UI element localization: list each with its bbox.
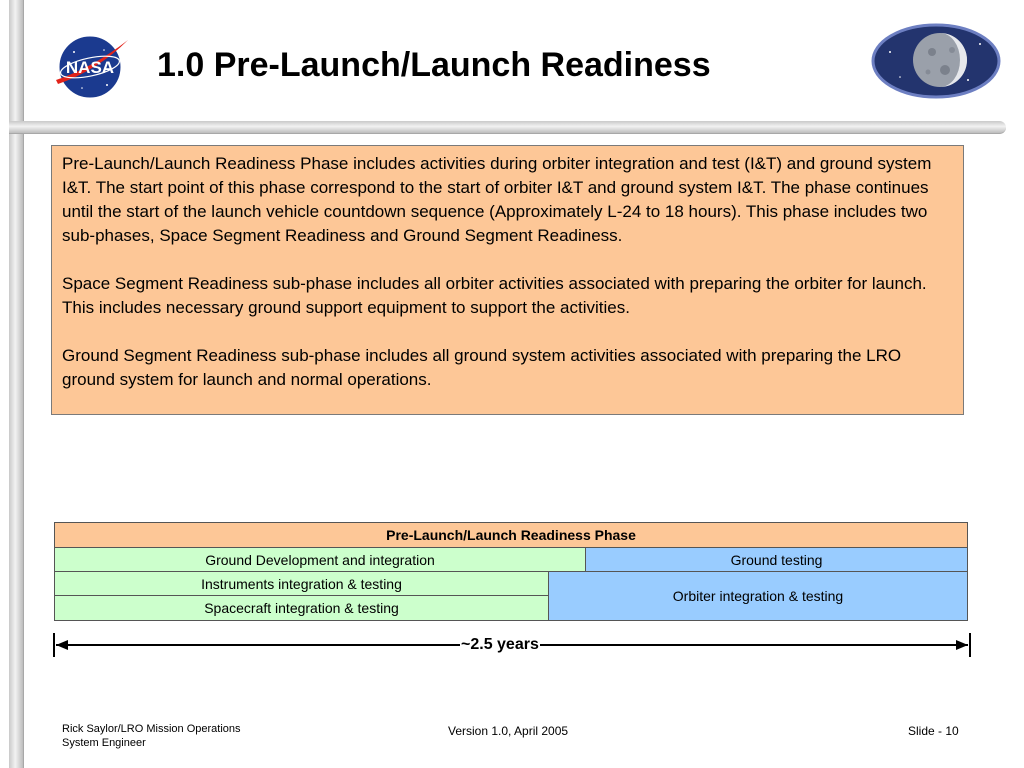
duration-label: ~2.5 years [461, 636, 539, 653]
ground-development-cell: Ground Development and integration [54, 547, 586, 572]
phase-description-box [51, 145, 964, 415]
nasa-logo [52, 30, 130, 102]
nasa-logo-text: NASA [65, 58, 115, 77]
phase-table-header: Pre-Launch/Launch Readiness Phase [54, 522, 968, 548]
footer-author-line: Rick Saylor/LRO Mission Operations [62, 723, 241, 735]
description-paragraph: Ground Segment Readiness sub-phase includes all ground system activities associated with preparing the LRO ground system for launch and normal operations. [62, 346, 902, 389]
footer-author [62, 722, 241, 750]
page-title: 1.0 Pre-Launch/Launch Readiness [157, 46, 711, 84]
footer-version: Version 1.0, April 2005 [448, 724, 569, 738]
ground-testing-cell: Ground testing [585, 547, 968, 572]
left-frame-bar [9, 0, 24, 768]
orbiter-integration-cell: Orbiter integration & testing [548, 571, 968, 621]
instruments-integration-cell: Instruments integration & testing [54, 571, 549, 596]
description-paragraph: Pre-Launch/Launch Readiness Phase includes activities during orbiter integration and test (I&T) and ground system I&T. The start point of this phase correspond to the start of orbiter I&T and ground system I&T. The phase continues until the start of the launch vehicle countdown sequence (Approximately L-24 to 18 hours). This phase includes two sub-phases, Space Segment Readiness and Ground Segment Readiness. [62, 154, 932, 245]
footer-slide-number: Slide - 10 [908, 724, 959, 738]
header-divider-bar [9, 121, 1006, 134]
description-paragraph: Space Segment Readiness sub-phase includes all orbiter activities associated with preparing the orbiter for launch. This includes necessary ground support equipment to support the activities. [62, 274, 927, 317]
footer-author-line: System Engineer [62, 737, 146, 749]
spacecraft-integration-cell: Spacecraft integration & testing [54, 595, 549, 621]
lro-mission-logo [870, 22, 1002, 100]
